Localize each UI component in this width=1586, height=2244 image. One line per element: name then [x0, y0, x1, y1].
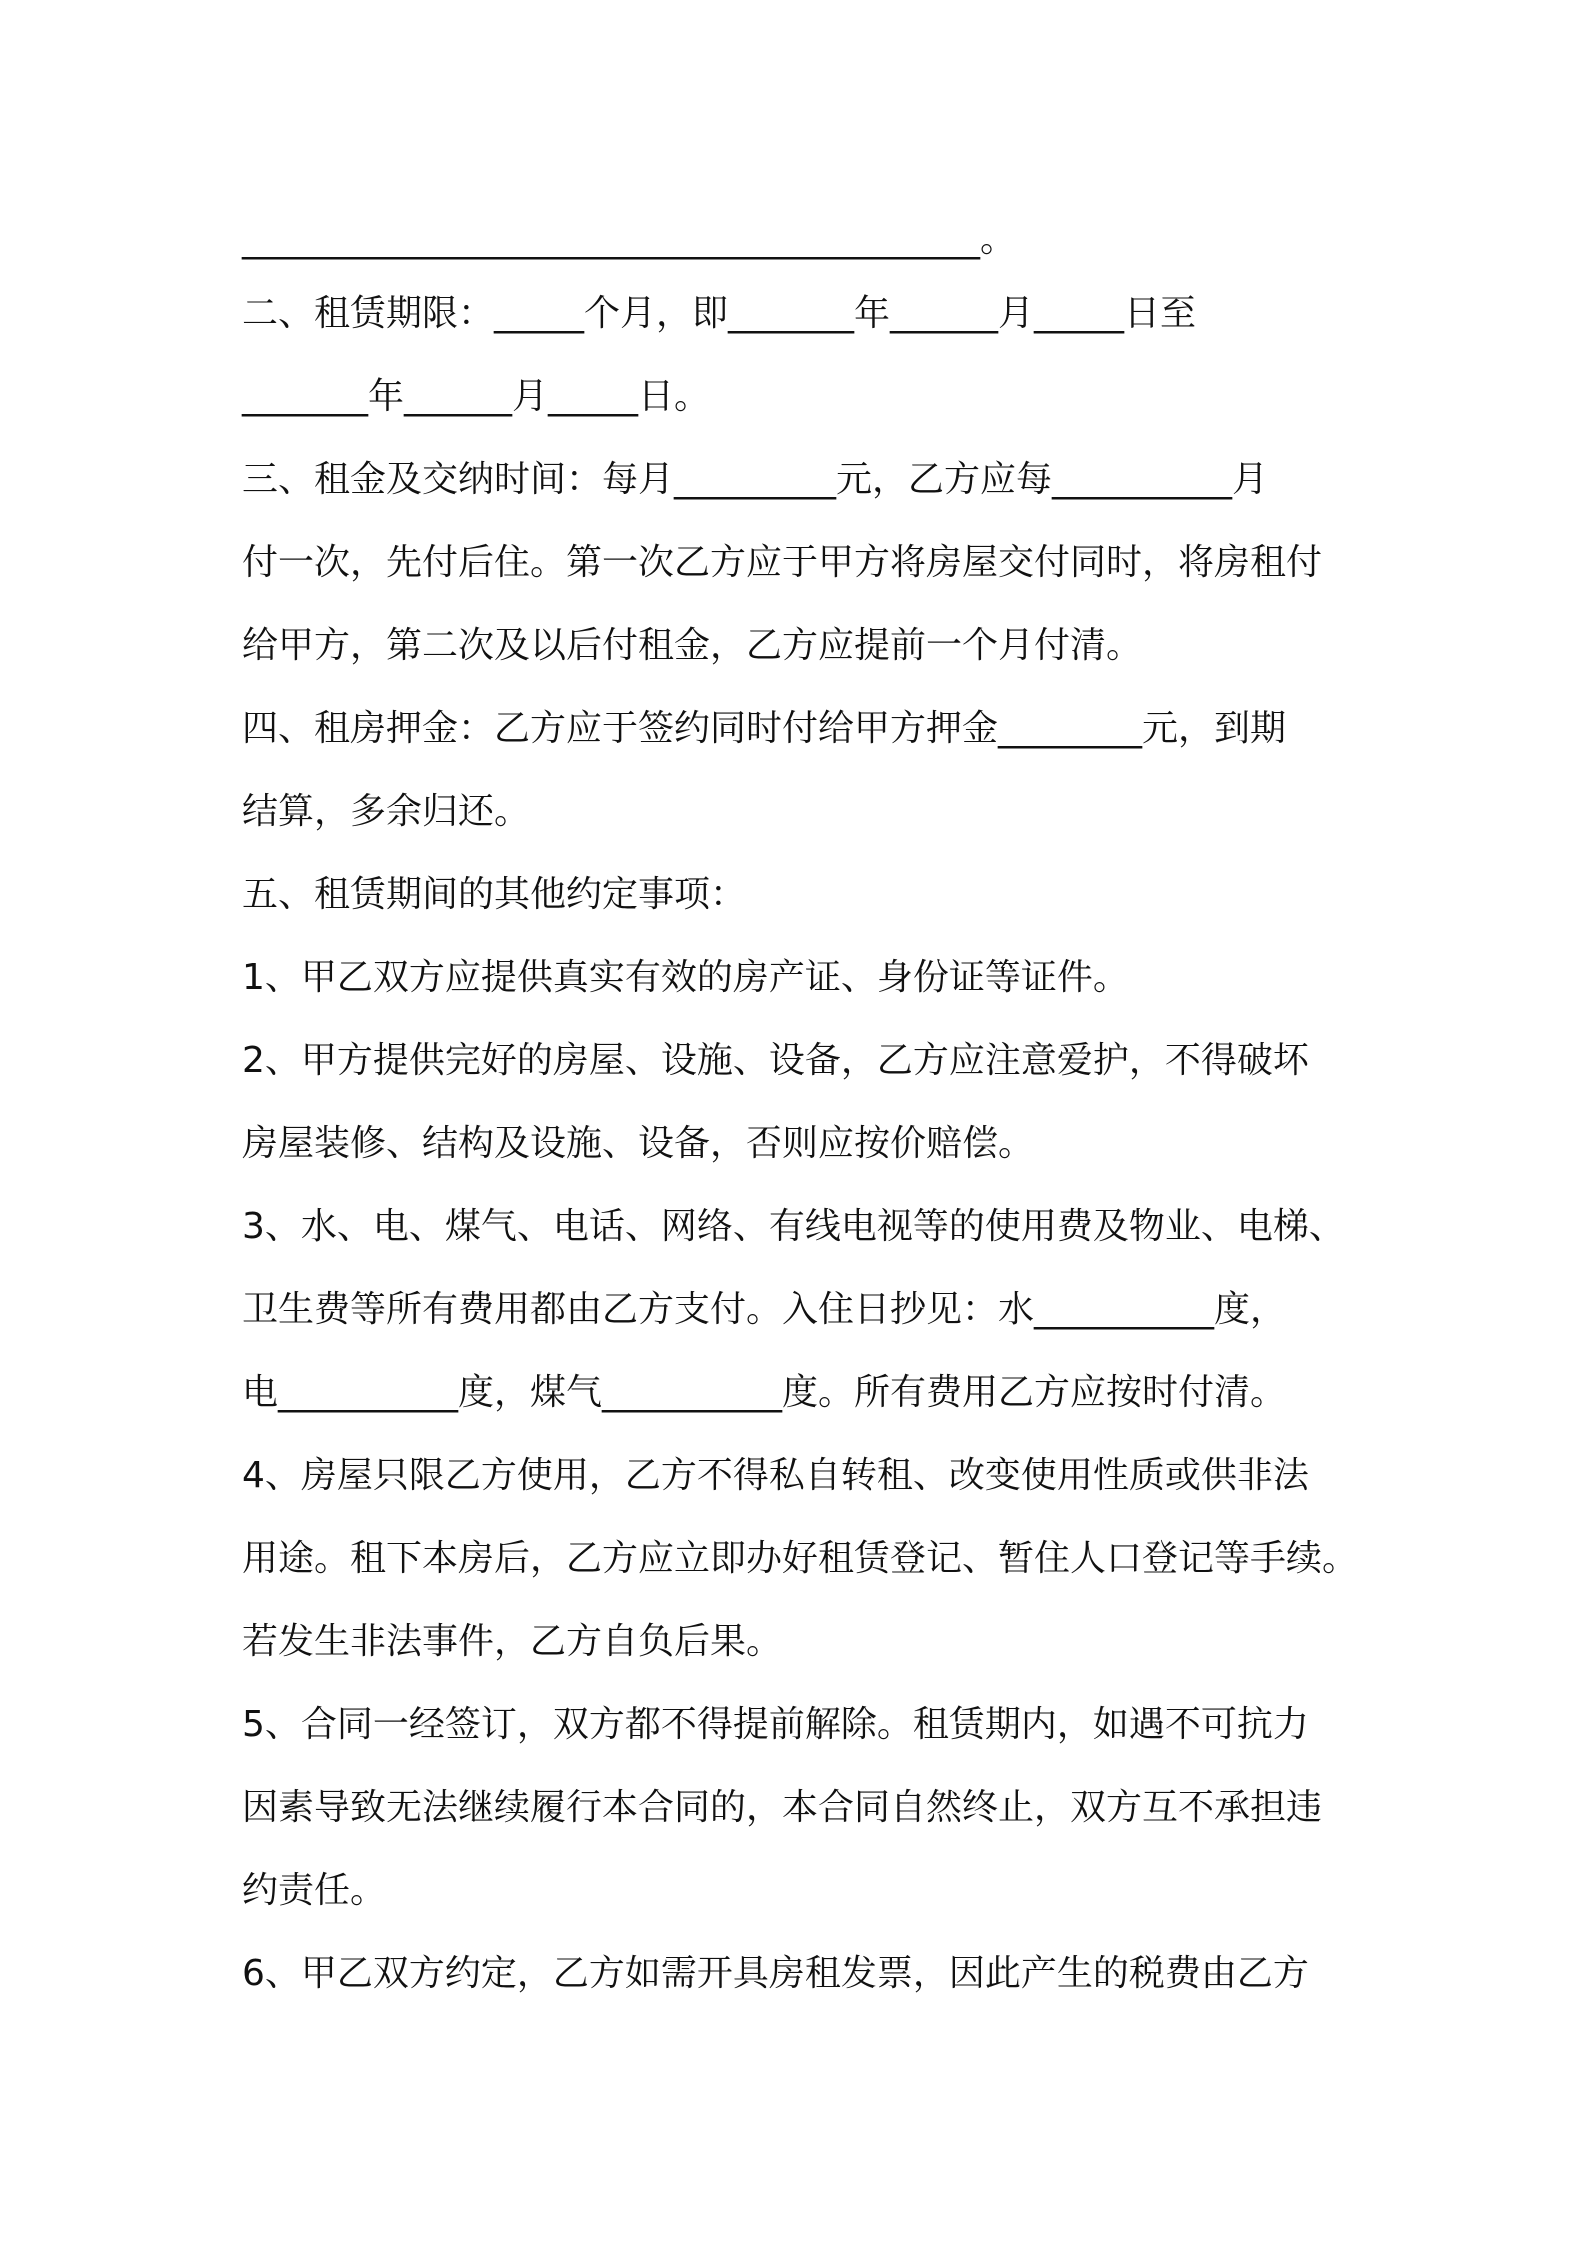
- text-line-other-terms-heading: 五、租赁期间的其他约定事项：: [242, 874, 747, 915]
- text-line-term-1: 1、甲乙双方应提供真实有效的房产证、身份证等证件。: [242, 957, 1129, 998]
- text-line-lease-term-end: _______年______月_____日。: [242, 376, 711, 417]
- text-line-rent: 三、租金及交纳时间：每月_________元，乙方应每__________月: [242, 459, 1269, 500]
- text-line-term-2-cont: 房屋装修、结构及设施、设备，否则应按价赔偿。: [242, 1123, 1035, 1164]
- text-line-rent-payment: 付一次，先付后住。第一次乙方应于甲方将房屋交付同时，将房租付: [242, 542, 1323, 583]
- text-line-blank-continuation: _________________________________________。: [242, 219, 1016, 260]
- text-line-deposit: 四、租房押金：乙方应于签约同时付给甲方押金________元，到期: [242, 708, 1287, 749]
- text-line-rent-payment-cont: 给甲方，第二次及以后付租金，乙方应提前一个月付清。: [242, 625, 1143, 666]
- text-line-term-4-end: 若发生非法事件，乙方自负后果。: [242, 1621, 783, 1662]
- text-line-term-5: 5、合同一经签订，双方都不得提前解除。租赁期内，如遇不可抗力: [242, 1704, 1309, 1745]
- text-line-term-4: 4、房屋只限乙方使用，乙方不得私自转租、改变使用性质或供非法: [242, 1455, 1309, 1496]
- text-line-deposit-cont: 结算，多余归还。: [242, 791, 531, 832]
- text-line-term-5-cont: 因素导致无法继续履行本合同的，本合同自然终止，双方互不承担违: [242, 1787, 1323, 1828]
- text-line-term-3-readings: 电__________度，煤气__________度。所有费用乙方应按时付清。: [242, 1372, 1287, 1413]
- text-line-term-3-cont: 卫生费等所有费用都由乙方支付。入住日抄见：水__________度，: [242, 1289, 1287, 1330]
- text-line-term-2: 2、甲方提供完好的房屋、设施、设备，乙方应注意爱护，不得破坏: [242, 1040, 1309, 1081]
- text-line-term-5-end: 约责任。: [242, 1870, 387, 1911]
- text-line-term-4-cont: 用途。租下本房后，乙方应立即办好租赁登记、暂住人口登记等手续。: [242, 1538, 1359, 1579]
- text-line-term-3: 3、水、电、煤气、电话、网络、有线电视等的使用费及物业、电梯、: [242, 1206, 1345, 1247]
- text-line-term-6: 6、甲乙双方约定，乙方如需开具房租发票，因此产生的税费由乙方: [242, 1953, 1309, 1994]
- text-line-lease-term: 二、租赁期限：_____个月，即_______年______月_____日至: [242, 293, 1197, 334]
